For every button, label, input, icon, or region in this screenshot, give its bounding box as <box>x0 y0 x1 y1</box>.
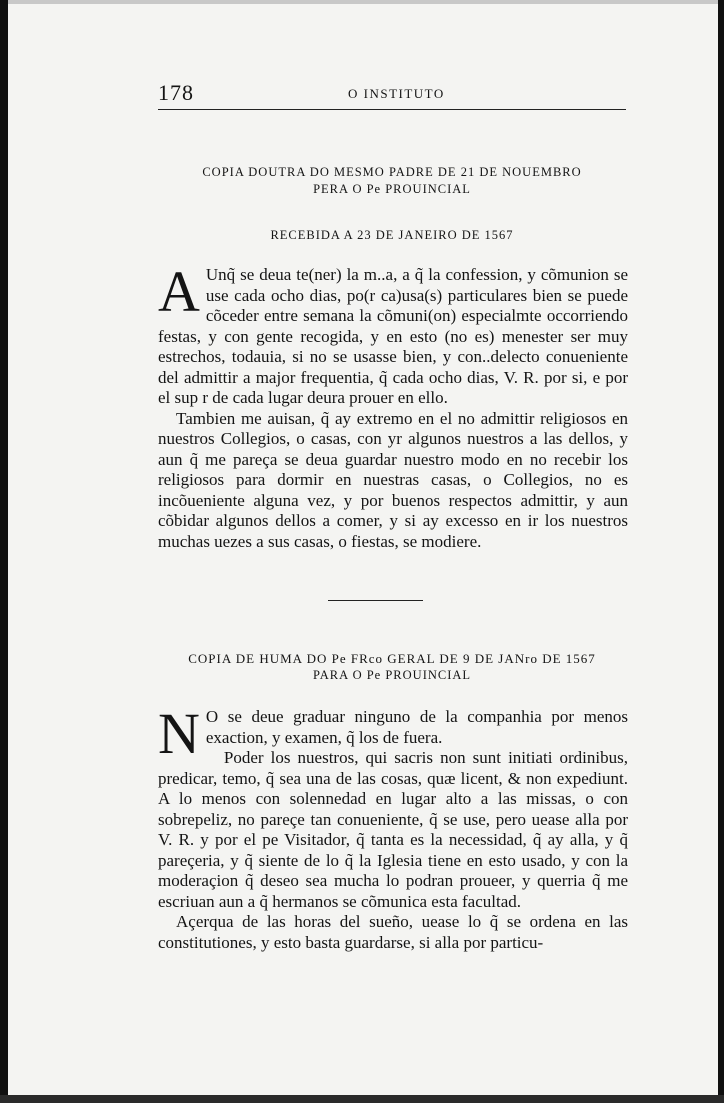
letter-1-body <box>158 259 628 552</box>
letter-1-paragraph: Tambien me auisan, q̃ ay extremo en el no admittir religiosos en nuestros Collegios, o casas, con yr algunos nuestros a las dellos, y aun q̃ me pareça se deua guardar nuestro modo en no recebir los religiosos para dormir en nuestras casas, o Collegios, no es incõueniente alguna vez, y por buenos respectos admittir, y aun cõbidar algunos dellos a comer, y si ay excesso en ir los nuestros muchas uezes a sus casas, o fiestas, se modiere. <box>158 408 628 551</box>
letter-1-caption-line: PERA O Pe PROUINCIAL <box>313 182 471 196</box>
scan-edge-bottom <box>0 1095 724 1103</box>
scan-edge-right <box>718 0 724 1103</box>
letter-2-caption <box>158 650 626 684</box>
letter-1-drop-cap: A <box>158 259 200 324</box>
section-divider <box>328 600 423 601</box>
scan-edge-left <box>0 0 8 1103</box>
letter-1-received-date: RECEBIDA A 23 DE JANEIRO DE 1567 <box>270 228 514 242</box>
header-rule <box>158 109 626 110</box>
letter-2-paragraph: O se deue graduar ninguno de la companhia por menos exaction, y examen, q̃ los de fuera. <box>205 707 628 747</box>
scan-edge-top <box>0 0 724 4</box>
running-head <box>158 80 626 110</box>
letter-2-paragraph: Açerqua de las horas del sueño, uease lo q̃ se ordena en las constitutiones, y esto basta guardarse, si alla por particu- <box>158 912 628 952</box>
letter-2-paragraph: Poder los nuestros, qui sacris non sunt initiati ordinibus, predicar, temo, q̃ sea una de las cosas, quæ licent, & non expediunt. A lo menos con solennedad en lugar alto a las missas, o con sobrepeliz, no pareçe tan conueniente, q̃ se use, pero uease alla por V. R. y por el pe Visitador, q̃ tanta es la necessidad, q̃ ay alla, y q̃ pareçeria, y q̃ siente de lo q̃ la Iglesia tiene en esto usado, y con la moderaçion q̃ deseo sea mucha lo podran proueer, y querria q̃ me escriuan aun a q̃ hermanos se cõmunica esta facultad. <box>158 748 628 911</box>
letter-2-caption-line: PARA O Pe PROUINCIAL <box>312 668 472 682</box>
letter-1-paragraph: Unq̃ se deua te(ner) la m..a, a q̃ la confession, y cõmunion se use cada ocho dias, po(r ca)usa(s) particulares bien se puede cõceder entre semana la cõmuni(on) especialmte occorriendo festas, y con gente recogida, y en esto (no es) menester ser muy estrechos, todauia, si no se usasse bien, y con..delecto conueniente del admittir a major frequentia, q̃ cada ocho dias, V. R. por si, e por el sup r de cada lugar deura prouer en ello. <box>158 265 628 407</box>
letter-2-body <box>158 701 628 953</box>
running-title: O INSTITUTO <box>348 86 445 101</box>
letter-2-caption-line: COPIA DE HUMA DO Pe FRco GERAL DE 9 DE JANro DE 1567 <box>188 651 596 666</box>
page-number: 178 <box>158 80 194 105</box>
letter-2-drop-cap: N <box>158 701 200 766</box>
letter-1-caption-line: COPIA DOUTRA DO MESMO PADRE DE 21 DE NOUEMBRO <box>202 165 582 179</box>
letter-1-caption <box>158 164 626 198</box>
